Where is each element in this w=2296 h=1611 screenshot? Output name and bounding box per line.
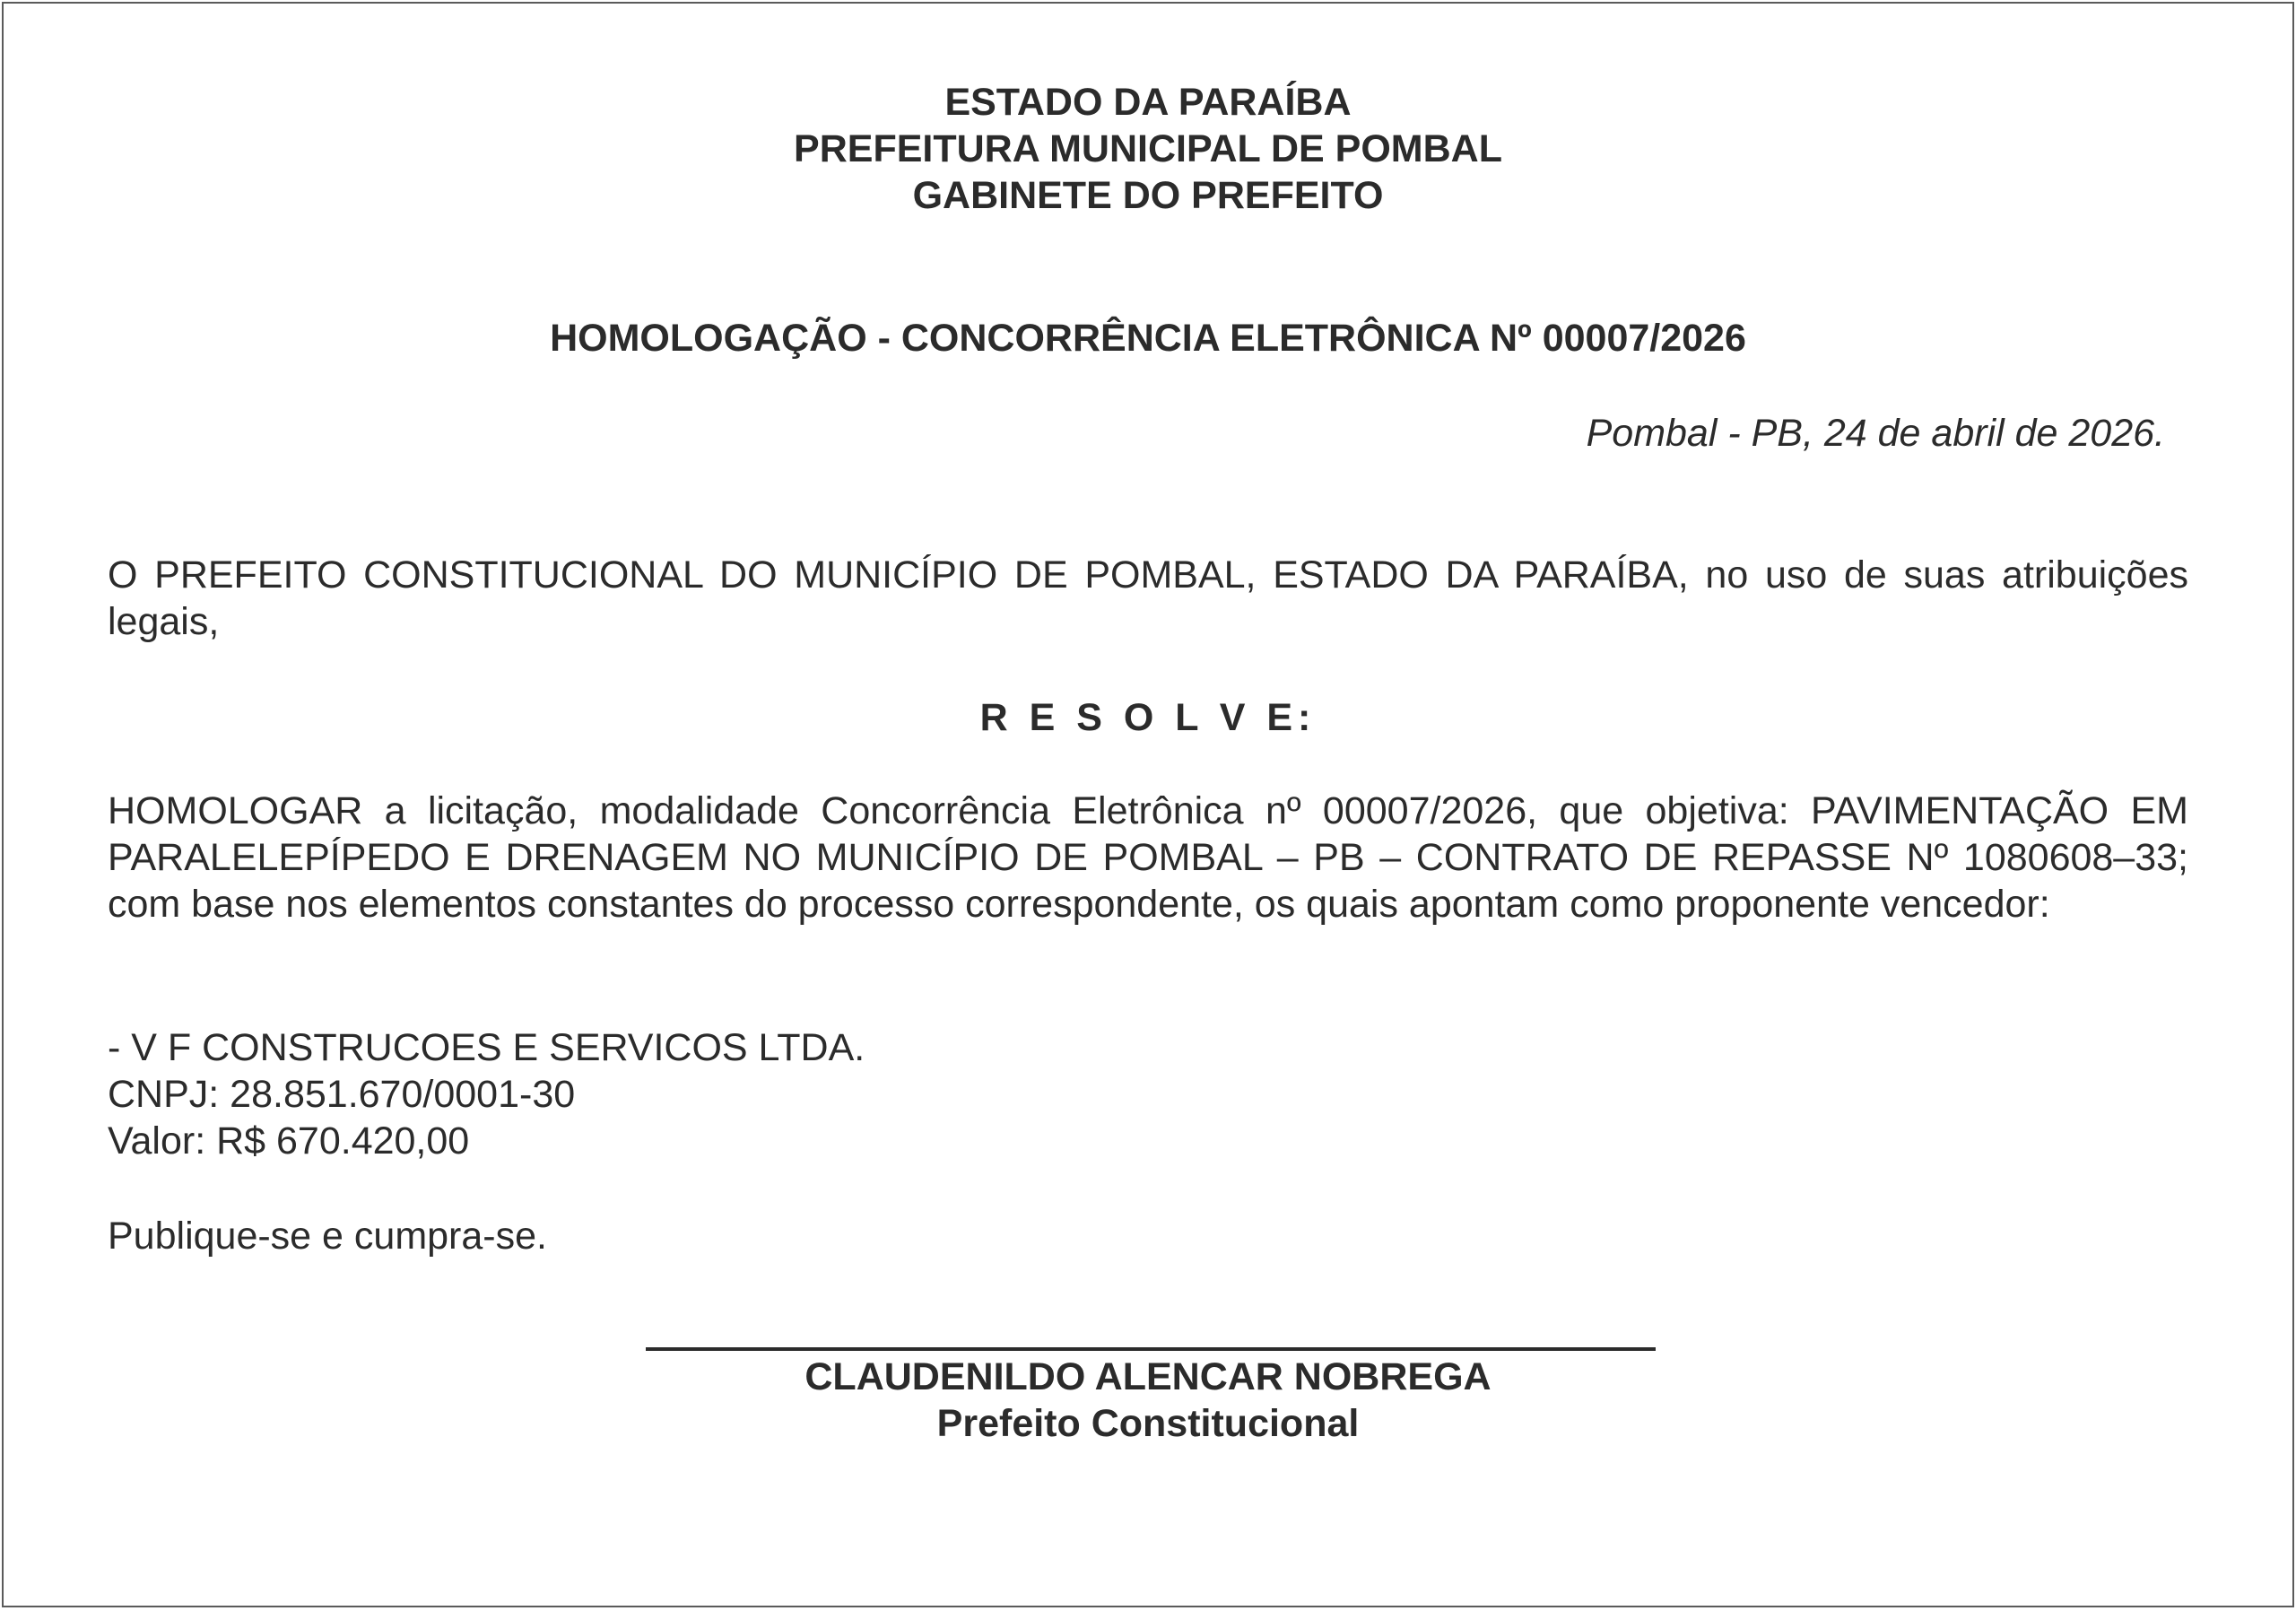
- date-line: Pombal - PB, 24 de abril de 2026.: [1586, 412, 2165, 455]
- header-office: GABINETE DO PREFEITO: [912, 174, 1384, 217]
- header-state: ESTADO DA PARAÍBA: [944, 81, 1352, 124]
- winner-name: - V F CONSTRUCOES E SERVICOS LTDA.: [108, 1026, 865, 1069]
- signature-line: [646, 1347, 1656, 1351]
- winner-cnpj: CNPJ: 28.851.670/0001-30: [108, 1073, 576, 1116]
- winner-block: [108, 1024, 2188, 1164]
- signatory-role: Prefeito Constitucional: [936, 1402, 1360, 1445]
- document-page: [2, 2, 2294, 1607]
- signatory-name: CLAUDENILDO ALENCAR NOBREGA: [804, 1355, 1492, 1398]
- winner-value: Valor: R$ 670.420,00: [108, 1119, 470, 1163]
- signature-block: [108, 1354, 2188, 1447]
- document-title: HOMOLOGAÇÃO - CONCORRÊNCIA ELETRÔNICA Nº 00007/2026: [550, 317, 1746, 360]
- intro-paragraph: O PREFEITO CONSTITUCIONAL DO MUNICÍPIO DE POMBAL, ESTADO DA PARAÍBA, no uso de suas atribuições legais,: [108, 553, 2188, 643]
- document-content: [108, 4, 2188, 1606]
- document-header: [108, 79, 2188, 219]
- header-municipality: PREFEITURA MUNICIPAL DE POMBAL: [794, 127, 1502, 170]
- closing-line: Publique-se e cumpra-se.: [108, 1215, 547, 1258]
- body-paragraph: HOMOLOGAR a licitação, modalidade Concorrência Eletrônica nº 00007/2026, que objetiva: PAVIMENTAÇÃO EM PARALELEPÍPEDO E DRENAGEM NO MUNICÍPIO DE POMBAL – PB – CONTRATO DE REPASSE Nº 1080608–33; com base nos elementos constantes do processo correspondente, os quais apontam como proponente vencedor:: [108, 789, 2188, 926]
- resolve-heading: R E S O L V E:: [979, 696, 1317, 739]
